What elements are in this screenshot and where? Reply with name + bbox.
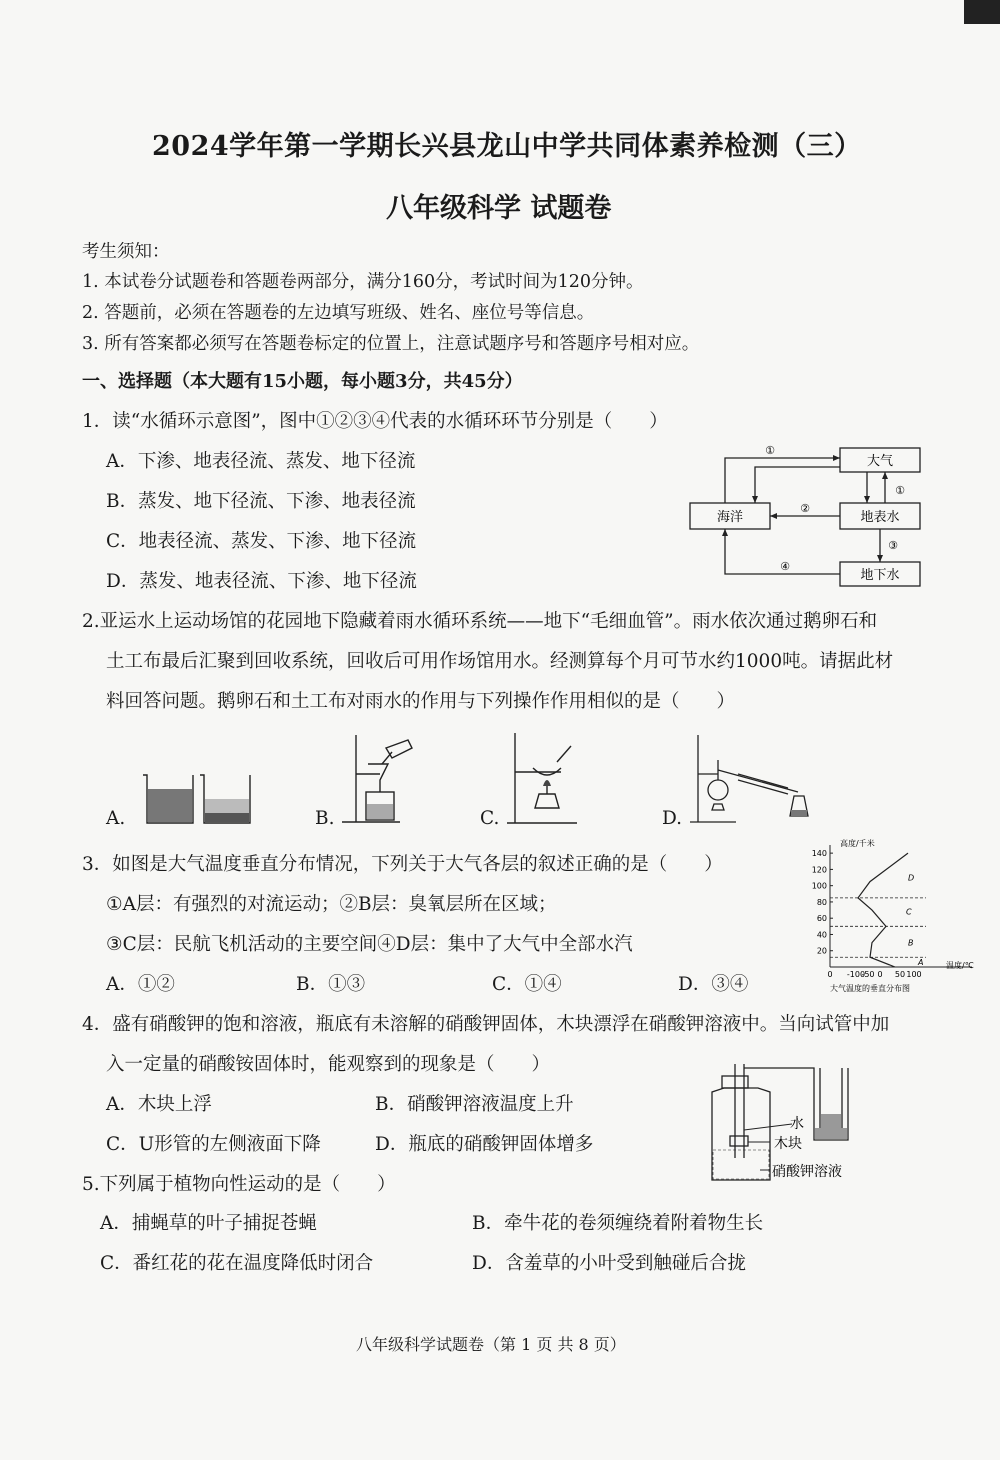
label-surface-water: 地表水	[860, 510, 900, 525]
x-axis-label: 温度/℃	[946, 961, 974, 970]
y-tick-label: 140	[811, 849, 827, 859]
exam-subtitle: 八年级科学 试题卷	[386, 193, 612, 224]
page-footer: 八年级科学试题卷（第 1 页 共 8 页）	[356, 1335, 626, 1354]
q3-option-d: D．③④	[678, 974, 749, 995]
q4-option-b: B．硝酸钾溶液温度上升	[375, 1094, 574, 1115]
layer-label: C	[906, 907, 912, 917]
q5-option-a: A．捕蝇草的叶子捕捉苍蝇	[100, 1213, 317, 1234]
q2-line: 土工布最后汇聚到回收系统，回收后可用作场馆用水。经测算每个月可节水约1000吨。请据此材	[106, 651, 894, 672]
label-groundwater: 地下水	[860, 568, 900, 583]
y-tick-label: 60	[816, 914, 827, 924]
label-atmosphere: 大气	[866, 454, 894, 469]
label-water: 水	[790, 1116, 804, 1132]
chart-title: 大气温度的垂直分布图	[830, 984, 910, 993]
q2-option-d: D.	[662, 808, 683, 829]
y-tick-label: 20	[816, 946, 827, 956]
notice-item: 1. 本试卷分试题卷和答题卷两部分，满分160分，考试时间为120分钟。	[82, 272, 644, 292]
y-tick-label: 40	[816, 930, 827, 940]
section-heading: 一、选择题（本大题有15小题，每小题3分，共45分）	[82, 371, 523, 392]
q5-option-d: D．含羞草的小叶受到触碰后合拢	[472, 1253, 746, 1274]
q4-option-a: A．木块上浮	[106, 1094, 212, 1115]
q1-option-c: C．地表径流、蒸发、下渗、地下径流	[106, 531, 417, 552]
label-solution: 硝酸钾溶液	[772, 1164, 842, 1180]
layer-label: A	[918, 958, 924, 968]
label-n3: ③	[888, 539, 898, 552]
q4-line: 4．盛有硝酸钾的饱和溶液，瓶底有未溶解的硝酸钾固体，木块漂浮在硝酸钾溶液中。当向试管中加	[82, 1014, 890, 1035]
q3-stem: 3．如图是大气温度垂直分布情况，下列关于大气各层的叙述正确的是（ ）	[82, 854, 723, 875]
q1-option-a: A．下渗、地表径流、蒸发、地下径流	[106, 451, 416, 472]
q4-line: 入一定量的硝酸铵固体时，能观察到的现象是（ ）	[106, 1054, 551, 1075]
label-wood: 木块	[774, 1136, 802, 1152]
y-tick-label: 100	[811, 881, 827, 891]
q1-stem: 1．读“水循环示意图”，图中①②③④代表的水循环环节分别是（ ）	[82, 411, 668, 432]
q2-line: 料回答问题。鹅卵石和土工布对雨水的作用与下列操作作用相似的是（ ）	[106, 691, 736, 712]
water-cycle-diagram	[685, 440, 935, 590]
y-tick-label: 120	[811, 865, 827, 875]
label-n1b: ①	[895, 484, 905, 497]
q3-option-b: B．①③	[296, 974, 366, 995]
q3-line: ③C层：民航飞机活动的主要空间④D层：集中了大气中全部水汽	[106, 934, 633, 955]
x-tick-label: -100	[846, 970, 866, 979]
temperature-profile-chart	[800, 835, 980, 997]
q1-option-d: D．蒸发、地表径流、下渗、地下径流	[106, 571, 417, 592]
layer-label: B	[908, 938, 914, 948]
q2-line: 2.亚运水上运动场馆的花园地下隐藏着雨水循环系统——地下“毛细血管”。雨水依次通过鹅卵石和	[82, 611, 878, 632]
q5-stem: 5.下列属于植物向性运动的是（ ）	[82, 1174, 396, 1195]
label-n1: ①	[765, 444, 775, 457]
q5-option-b: B．牵牛花的卷须缠绕着附着物生长	[472, 1213, 764, 1234]
temperature-curve	[858, 853, 908, 967]
q4-option-c: C．U形管的左侧液面下降	[106, 1134, 321, 1155]
distillation-apparatus-icon	[688, 730, 818, 828]
beakers-sedimentation-icon	[138, 765, 263, 827]
label-n4: ④	[780, 560, 790, 573]
u-tube-apparatus-diagram	[700, 1058, 870, 1188]
q2-option-a: A.	[106, 808, 126, 829]
q5-option-c: C．番红花的花在温度降低时闭合	[100, 1253, 374, 1274]
notice-heading: 考生须知：	[82, 242, 170, 262]
scan-corner-mark	[964, 0, 1000, 24]
y-axis-label: 高度/千米	[840, 839, 875, 848]
x-tick-label: 50	[894, 970, 906, 979]
q3-option-c: C．①④	[492, 974, 562, 995]
q2-option-b: B.	[315, 808, 335, 829]
x-tick-label: 100	[906, 970, 922, 979]
label-n2: ②	[800, 502, 810, 515]
x-tick-label: -50	[861, 970, 875, 979]
label-ocean: 海洋	[716, 510, 744, 525]
y-tick-label: 80	[816, 897, 827, 907]
x-tick-label: 0	[877, 970, 883, 979]
q3-line: ①A层：有强烈的对流运动；②B层：臭氧层所在区域；	[106, 894, 557, 915]
notice-item: 2. 答题前，必须在答题卷的左边填写班级、姓名、座位号等信息。	[82, 303, 595, 323]
q2-option-c: C.	[480, 808, 500, 829]
exam-title: 2024学年第一学期长兴县龙山中学共同体素养检测（三）	[152, 131, 862, 162]
q1-option-b: B．蒸发、地下径流、下渗、地表径流	[106, 491, 416, 512]
evaporation-apparatus-icon	[505, 728, 585, 828]
notice-item: 3. 所有答案都必须写在答题卷标定的位置上，注意试题序号和答题序号相对应。	[82, 334, 700, 354]
layer-label: D	[908, 873, 915, 883]
q3-option-a: A．①②	[106, 974, 175, 995]
filtration-apparatus-icon	[340, 730, 420, 828]
q4-option-d: D．瓶底的硝酸钾固体增多	[375, 1134, 594, 1155]
x-tick-label: 0	[827, 970, 833, 979]
